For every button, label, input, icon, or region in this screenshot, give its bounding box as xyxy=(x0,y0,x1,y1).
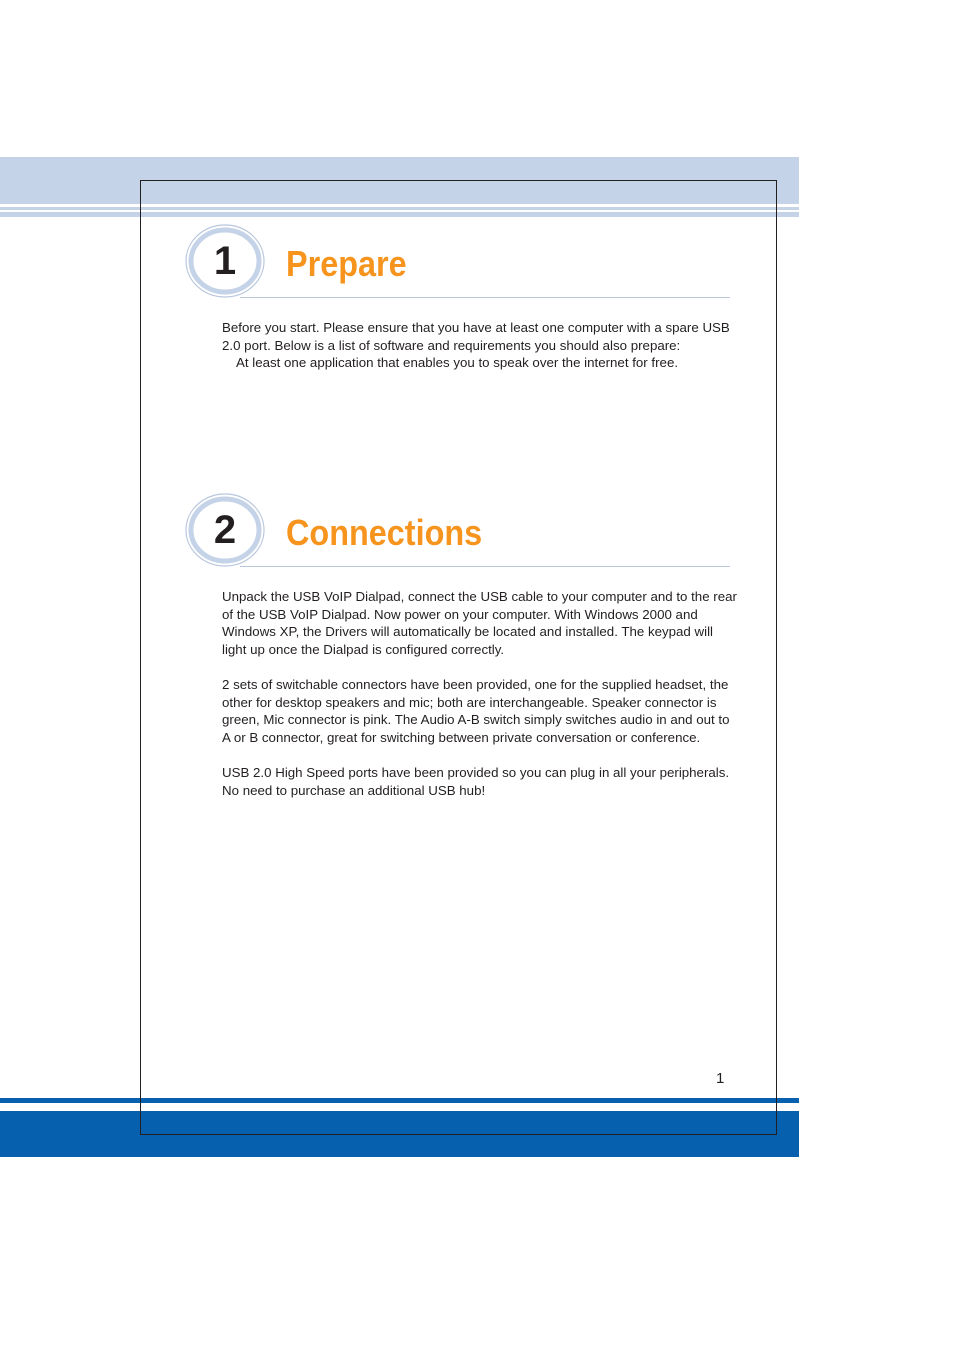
page-number: 1 xyxy=(716,1070,725,1087)
section-divider xyxy=(240,297,730,298)
section-number-badge xyxy=(185,493,265,567)
section-body xyxy=(222,319,737,372)
section-number: 1 xyxy=(213,239,237,283)
section-divider xyxy=(240,566,730,567)
section-title: Connections xyxy=(286,512,483,553)
paragraph: Before you start. Please ensure that you have at least one computer with a spare USB 2.0 port. Below is a list of software and requirements you should also prepare: xyxy=(222,320,730,353)
paragraph: Unpack the USB VoIP Dialpad, connect the USB cable to your computer and to the rear of the USB VoIP Dialpad. Now power on your computer. With Windows 2000 and Windows XP, the Drivers will automatically be located and installed. The keypad will light up once the Dialpad is configured correctly. xyxy=(222,589,737,657)
paragraph: 2 sets of switchable connectors have been provided, one for the supplied headset, the other for desktop speakers and mic; both are interchangeable. Speaker connector is green, Mic connector is pink. The Audio A-B switch simply switches audio in and out to A or B connector, great for switching between private conversation or conference. xyxy=(222,676,730,745)
paragraph: USB 2.0 High Speed ports have been provided so you can plug in all your peripherals. No need to purchase an additional USB hub! xyxy=(222,764,730,798)
section-number: 2 xyxy=(213,508,237,552)
requirement-item: At least one application that enables you to speak over the internet for free. xyxy=(236,355,679,371)
section-number-badge xyxy=(185,224,265,298)
section-body xyxy=(222,588,737,799)
section-title: Prepare xyxy=(286,243,407,284)
